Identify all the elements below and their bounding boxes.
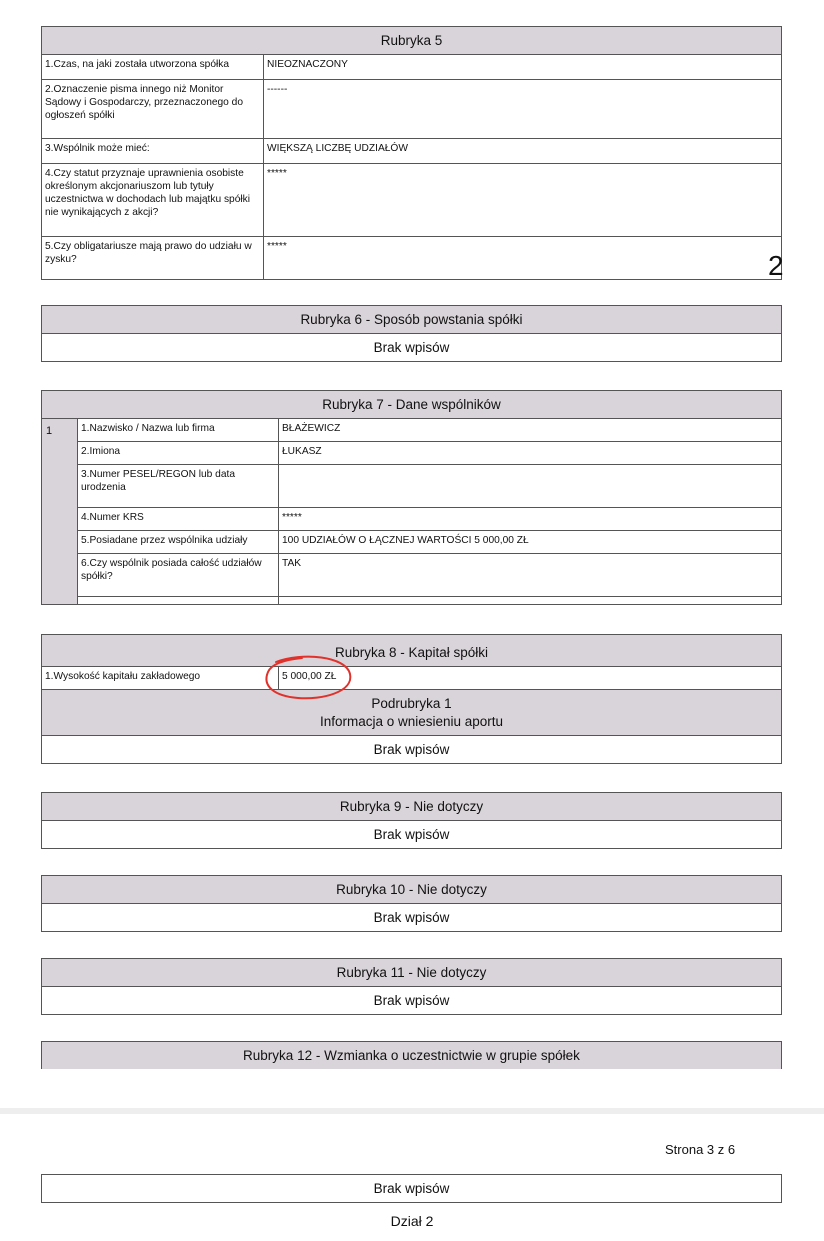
field-label: 1.Czas, na jaki została utworzona spółka <box>42 55 264 79</box>
field-value: ------ <box>267 84 288 95</box>
rubryka-8 <box>41 634 782 764</box>
field-value: ***** <box>282 512 302 523</box>
rubryka-12-title: Rubryka 12 - Wzmianka o uczestnictwie w grupie spółek <box>42 1042 781 1069</box>
empty-entries: Brak wpisów <box>373 910 450 925</box>
rubryka-5 <box>41 26 782 280</box>
field-label: 5.Czy obligatariusze mają prawo do udziału w zysku? <box>42 237 264 279</box>
rubryka-11-title: Rubryka 11 - Nie dotyczy <box>42 959 781 987</box>
table-row <box>42 80 781 139</box>
rubryka-6-title: Rubryka 6 - Sposób powstania spółki <box>42 306 781 334</box>
section-heading: Dział 2 <box>390 1213 434 1229</box>
rubryka-9 <box>41 792 782 849</box>
field-value: NIEOZNACZONY <box>267 59 348 70</box>
blank-cell <box>78 597 279 604</box>
podrubryka-number: Podrubryka 1 <box>371 696 452 711</box>
table-row <box>78 465 781 508</box>
field-value: 5 000,00 ZŁ <box>282 671 337 682</box>
table-row-blank <box>78 597 781 604</box>
table-row <box>78 531 781 554</box>
field-value: ŁUKASZ <box>282 446 322 457</box>
empty-entries: Brak wpisów <box>373 993 450 1008</box>
rubryka-8-title: Rubryka 8 - Kapitał spółki <box>42 635 781 667</box>
field-value <box>279 465 781 507</box>
rubryka-11 <box>41 958 782 1015</box>
field-label: 3.Numer PESEL/REGON lub data urodzenia <box>78 465 279 507</box>
field-label: 1.Wysokość kapitału zakładowego <box>42 667 279 689</box>
table-row <box>78 419 781 442</box>
table-row <box>78 442 781 465</box>
rubryka-7 <box>41 390 782 605</box>
rubryka-10 <box>41 875 782 932</box>
table-row <box>42 55 781 80</box>
field-value: 100 UDZIAŁÓW O ŁĄCZNEJ WARTOŚCI 5 000,00 ZŁ <box>282 535 529 546</box>
empty-entries: Brak wpisów <box>373 340 450 355</box>
partner-entry <box>42 419 781 604</box>
rubryka-9-title: Rubryka 9 - Nie dotyczy <box>42 793 781 821</box>
field-value: ***** <box>267 241 287 252</box>
table-row <box>42 164 781 237</box>
empty-entries: Brak wpisów <box>373 742 450 757</box>
field-value: BŁAŻEWICZ <box>282 423 341 434</box>
rubryka-7-title: Rubryka 7 - Dane wspólników <box>42 391 781 419</box>
rubryka-6 <box>41 305 782 362</box>
table-row <box>78 508 781 531</box>
field-label: 1.Nazwisko / Nazwa lub firma <box>78 419 279 441</box>
empty-entries: Brak wpisów <box>373 827 450 842</box>
page-marker: 2 <box>768 250 784 281</box>
rubryka-12-continued <box>41 1174 782 1203</box>
table-row <box>42 667 781 690</box>
partner-fields <box>78 419 781 604</box>
field-label: 4.Numer KRS <box>78 508 279 530</box>
rubryka-10-title: Rubryka 10 - Nie dotyczy <box>42 876 781 904</box>
page-break <box>0 1108 824 1114</box>
table-row <box>42 237 781 279</box>
table-row <box>78 554 781 597</box>
podrubryka-name: Informacja o wniesieniu aportu <box>319 714 504 729</box>
page-number: Strona 3 z 6 <box>665 1142 736 1157</box>
empty-entries: Brak wpisów <box>373 1181 450 1196</box>
entry-number: 1 <box>42 419 78 604</box>
field-label: 3.Wspólnik może mieć: <box>42 139 264 163</box>
field-label: 2.Imiona <box>78 442 279 464</box>
blank-cell <box>279 597 781 604</box>
field-label: 2.Oznaczenie pisma innego niż Monitor Sądowy i Gospodarczy, przeznaczonego do ogłoszeń spółki <box>42 80 264 138</box>
field-value: TAK <box>282 558 302 569</box>
field-label: 5.Posiadane przez wspólnika udziały <box>78 531 279 553</box>
rubryka-5-title: Rubryka 5 <box>42 27 781 55</box>
table-row <box>42 139 781 164</box>
podrubryka-title <box>42 690 781 736</box>
field-label: 4.Czy statut przyznaje uprawnienia osobiste określonym akcjonariuszom lub tytuły uczestnictwa w dochodach lub majątku spółki nie wynikających z akcji? <box>42 164 264 236</box>
field-label: 6.Czy wspólnik posiada całość udziałów spółki? <box>78 554 279 596</box>
field-value: WIĘKSZĄ LICZBĘ UDZIAŁÓW <box>267 143 408 154</box>
field-value: ***** <box>267 168 287 179</box>
rubryka-12 <box>41 1041 782 1069</box>
